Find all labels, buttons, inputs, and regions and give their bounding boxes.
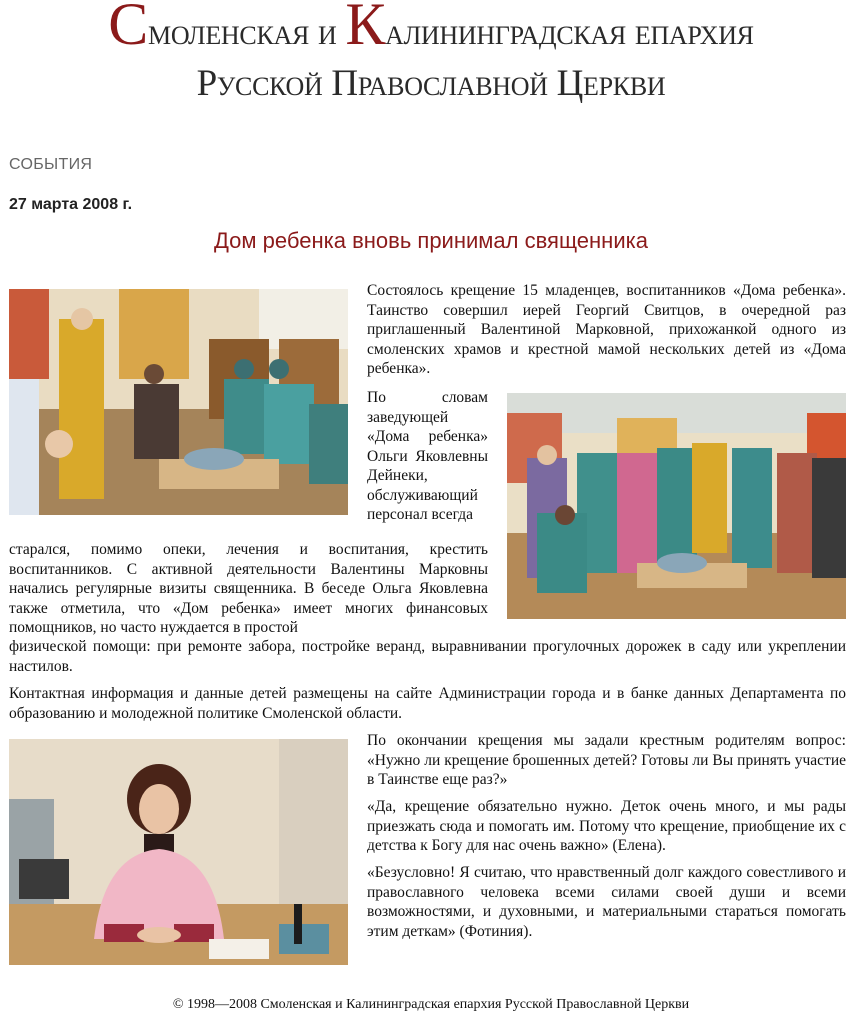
masthead-line-1 — [0, 0, 862, 57]
masthead-initial-s: С — [108, 0, 149, 57]
masthead-text-1b: алининградская епархия — [385, 12, 754, 53]
baptism-photo — [9, 289, 348, 515]
article-headline: Дом ребенка вновь принимал священника — [214, 228, 648, 253]
copyright-footer: © 1998—2008 Смоленская и Калининградская епархия Русской Православной Церкви — [172, 997, 690, 1012]
masthead-line-2: Русской Православной Церкви — [196, 63, 666, 104]
group-photo — [507, 393, 846, 619]
masthead-text-1a: моленская и — [148, 12, 346, 53]
paragraph-answer-fotinia: «Безусловно! Я считаю, что нравственный долг каждого совестливого и православного человека всеми силами своей души и всеми возможностями, и духовными, и материальными стараться помогать этим деткам» (Фотиния). — [367, 864, 846, 940]
masthead-initial-k: К — [345, 0, 386, 57]
director-portrait-photo — [9, 739, 348, 965]
paragraph-question: По окончании крещения мы задали крестным родителям вопрос: «Нужно ли крещение брошенных детей? Готовы ли Вы принять участие в Таинстве еще раз?» — [367, 732, 846, 788]
paragraph-answer-elena: «Да, крещение обязательно нужно. Деток очень много, и мы рады приезжать сюда и помогать им. Потому что крещение, приобщение их с детства к Богу для нас очень важно» (Елена). — [367, 798, 846, 854]
site-masthead — [0, 0, 862, 120]
section-label: СОБЫТИЯ — [9, 156, 93, 173]
paragraph-contact-info: Контактная информация и данные детей размещены на сайте Администрации города и в банке данных Департамента по образованию и молодежной политике Смоленской области. — [9, 685, 846, 722]
paragraph-baptism: Состоялось крещение 15 младенцев, воспитанников «Дома ребенка». Таинство совершил иерей Георгий Свитцов, в очередной раз приглашенный Валентиной Марковной, прихожанкой одного из смоленских храмов и крестной мамой нескольких детей из «Дома ребенка». — [367, 282, 846, 377]
paragraph-director-narrow: По словам заведующей «Дома ребенка» Ольги Яковлевны Дейнеки, обслуживающий персонал всегда — [367, 389, 488, 523]
article-date: 27 марта 2008 г. — [9, 196, 133, 213]
paragraph-director-wide: физической помощи: при ремонте забора, постройке веранд, выравнивании прогулочных дорожек в саду или укреплении настилов. — [9, 638, 846, 675]
paragraph-director-mid: старался, помимо опеки, лечения и воспитания, крестить воспитанников. С активной деятельности Валентины Марковны начались регулярные визиты священника. В беседе Ольга Яковлевна также отметила, что «Дом ребенка» имеет многих финансовых помощников, но часто нуждается в простой — [9, 541, 488, 636]
